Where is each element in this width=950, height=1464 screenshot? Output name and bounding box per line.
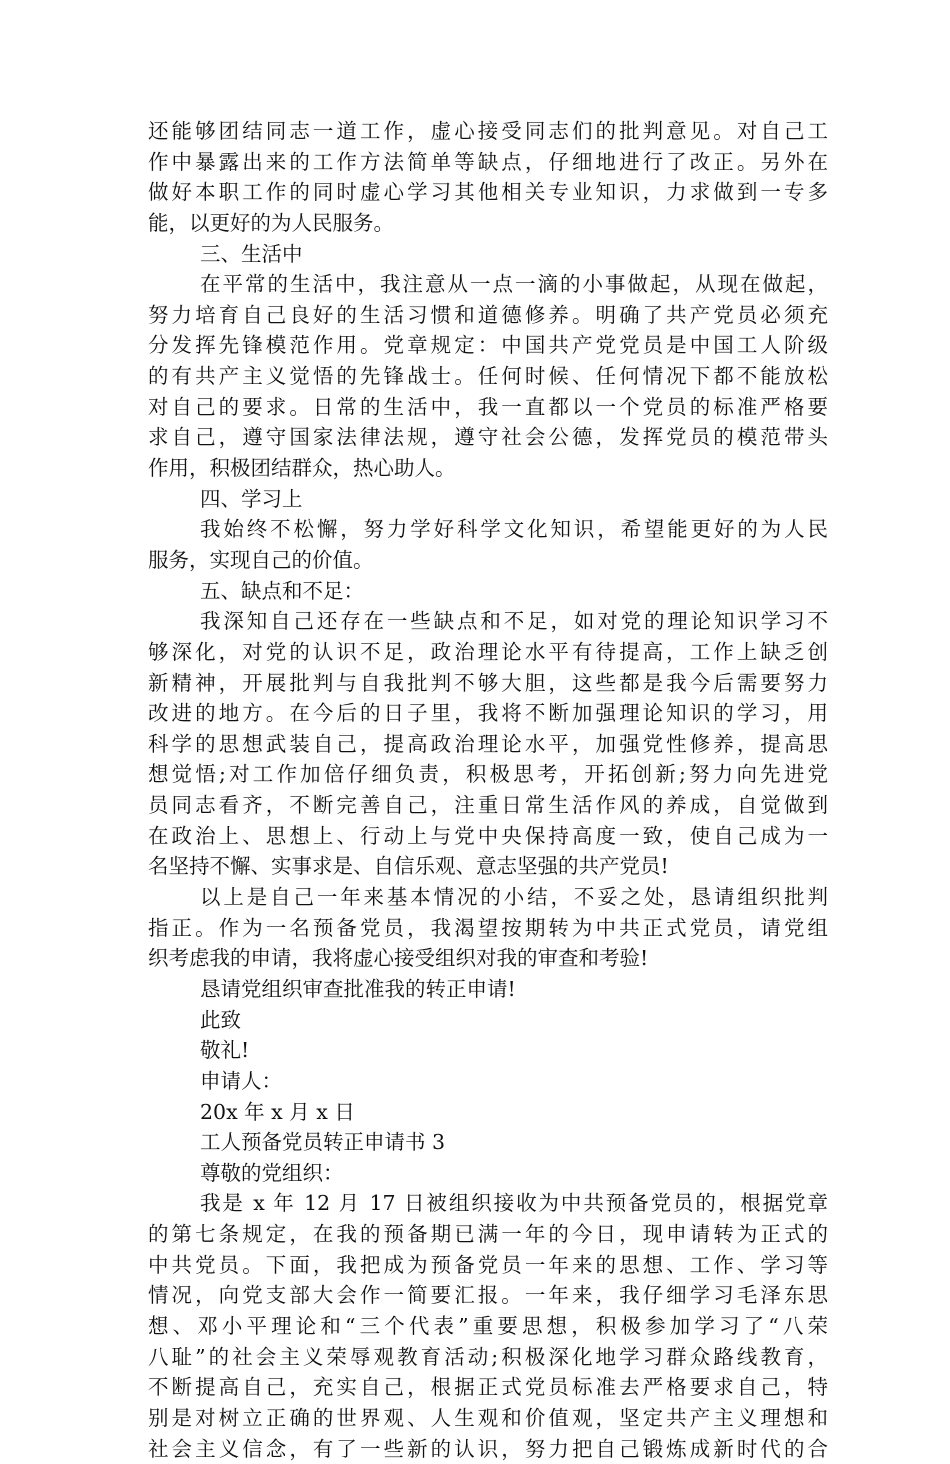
text-line: 我始终不松懈，努力学好科学文化知识，希望能更好的为人民 [200,517,828,542]
text-line: 的第七条规定，在我的预备期已满一年的今日，现申请转为正式的 [148,1222,828,1247]
text-line: 能，以更好的为人民服务。 [148,210,394,235]
text-line: 作中暴露出来的工作方法简单等缺点，仔细地进行了改正。另外在 [148,149,828,174]
text-line: 改进的地方。在今后的日子里，我将不断加强理论知识的学习，用 [148,701,828,726]
text-line: 对自己的要求。日常的生活中，我一直都以一个党员的标准严格要 [148,394,828,419]
text-line: 情况，向党支部大会作一简要汇报。一年来，我仔细学习毛泽东思 [148,1283,828,1308]
text-line: 想、邓小平理论和“三个代表”重要思想，积极参加学习了“八荣 [148,1313,828,1338]
text-line: 员同志看齐，不断完善自己，注重日常生活作风的养成，自觉做到 [148,793,828,818]
text-line: 申请人： [200,1068,282,1093]
text-line: 指正。作为一名预备党员，我渴望按期转为中共正式党员，请党组 [148,915,828,940]
text-line: 社会主义信念，有了一些新的认识，努力把自己锻炼成新时代的合 [148,1436,828,1461]
text-line: 织考虑我的申请，我将虚心接受组织对我的审查和考验! [148,946,649,971]
text-line: 四、学习上 [200,486,303,511]
text-line: 的有共产主义觉悟的先锋战士。任何时候、任何情况下都不能放松 [148,364,828,389]
text-line: 敬礼! [200,1038,250,1063]
text-line: 分发挥先锋模范作用。党章规定：中国共产党党员是中国工人阶级 [148,333,828,358]
text-line: 作用，积极团结群众，热心助人。 [148,456,456,481]
text-line: 还能够团结同志一道工作，虚心接受同志们的批判意见。对自己工 [148,119,828,143]
document-body [148,116,828,1464]
text-line: 求自己，遵守国家法律法规，遵守社会公德，发挥党员的模范带头 [148,425,828,450]
text-line: 科学的思想武装自己，提高政治理论水平，加强党性修养，提高思 [148,731,828,756]
text-line: 我深知自己还存在一些缺点和不足，如对党的理论知识学习不 [200,609,828,634]
text-line: 够深化，对党的认识不足，政治理论水平有待提高，工作上缺乏创 [148,639,828,664]
text-line: 恳请党组织审查批准我的转正申请! [200,976,516,1001]
text-line: 别是对树立正确的世界观、人生观和价值观，坚定共产主义理想和 [148,1405,828,1430]
text-line: 在平常的生活中，我注意从一点一滴的小事做起，从现在做起， [200,272,828,297]
text-line: 工人预备党员转正申请书 3 [200,1130,446,1155]
text-line: 三、生活中 [200,241,303,266]
text-line: 做好本职工作的同时虚心学习其他相关专业知识，力求做到一专多 [148,180,828,205]
text-line: 在政治上、思想上、行动上与党中央保持高度一致，使自己成为一 [148,823,828,848]
text-line: 不断提高自己，充实自己，根据正式党员标准去严格要求自己，特 [148,1375,828,1400]
text-line: 中共党员。下面，我把成为预备党员一年来的思想、工作、学习等 [148,1252,828,1277]
text-line: 五、缺点和不足： [200,578,364,603]
text-line: 20x 年 x 月 x 日 [200,1099,355,1124]
text-line: 服务，实现自己的价值。 [148,547,374,572]
text-line: 新精神，开展批判与自我批判不够大胆，这些都是我今后需要努力 [148,670,828,695]
text-line: 八耻”的社会主义荣辱观教育活动;积极深化地学习群众路线教育， [148,1344,828,1369]
text-line: 想觉悟;对工作加倍仔细负责，积极思考，开拓创新;努力向先进党 [148,762,828,787]
text-line: 尊敬的党组织： [200,1160,344,1185]
text-line: 我是 x 年 12 月 17 日被组织接收为中共预备党员的，根据党章 [200,1191,828,1216]
text-line: 以上是自己一年来基本情况的小结，不妥之处，恳请组织批判 [200,885,828,910]
text-line: 努力培育自己良好的生活习惯和道德修养。明确了共产党员必须充 [148,302,828,327]
text-line: 名坚持不懈、实事求是、自信乐观、意志坚强的共产党员! [148,854,669,879]
text-line: 此致 [200,1007,241,1032]
